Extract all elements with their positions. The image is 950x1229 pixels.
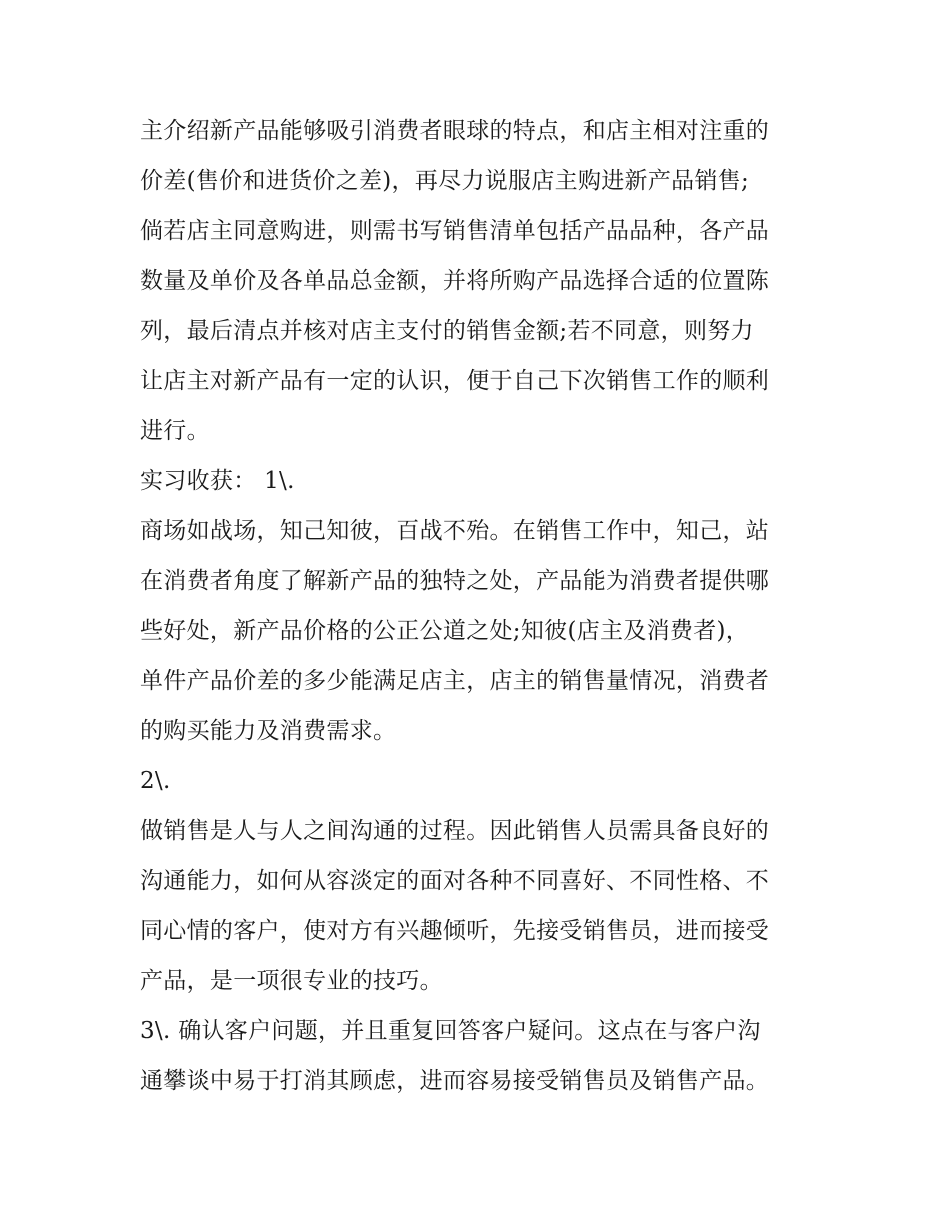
text-line: 价差(售价和进货价之差)，再尽力说服店主购进新产品销售;	[140, 168, 750, 194]
text-line: 进行。	[140, 418, 210, 444]
text-line: 商场如战场，知己知彼，百战不殆。在销售工作中，知己，站	[140, 518, 770, 544]
text-line: 的购买能力及消费需求。	[140, 718, 397, 744]
text-line: 产品，是一项很专业的技巧。	[140, 968, 443, 994]
text-line: 列，最后清点并核对店主支付的销售金额;若不同意，则努力	[140, 318, 754, 344]
text-line: 在消费者角度了解新产品的独特之处，产品能为消费者提供哪	[140, 568, 770, 594]
text-line: 3\. 确认客户问题，并且重复回答客户疑问。这点在与客户沟	[140, 1018, 761, 1044]
text-line: 单件产品价差的多少能满足店主，店主的销售量情况，消费者	[140, 668, 770, 694]
document-body	[140, 106, 820, 1106]
text-line: 倘若店主同意购进，则需书写销售清单包括产品品种，各产品	[140, 218, 770, 244]
text-line: 数量及单价及各单品总金额，并将所购产品选择合适的位置陈	[140, 268, 770, 294]
text-line: 同心情的客户，使对方有兴趣倾听，先接受销售员，进而接受	[140, 918, 770, 944]
text-line: 通攀谈中易于打消其顾虑，进而容易接受销售员及销售产品。	[140, 1068, 770, 1094]
text-line: 沟通能力，如何从容淡定的面对各种不同喜好、不同性格、不	[140, 868, 770, 894]
text-line: 主介绍新产品能够吸引消费者眼球的特点，和店主相对注重的	[140, 118, 770, 144]
section-heading: 实习收获： 1\.	[140, 468, 295, 494]
list-number: 2\.	[140, 768, 171, 794]
text-line: 些好处，新产品价格的公正公道之处;知彼(店主及消费者)，	[140, 618, 750, 644]
text-line: 做销售是人与人之间沟通的过程。因此销售人员需具备良好的	[140, 818, 770, 844]
text-line: 让店主对新产品有一定的认识，便于自己下次销售工作的顺利	[140, 368, 770, 394]
